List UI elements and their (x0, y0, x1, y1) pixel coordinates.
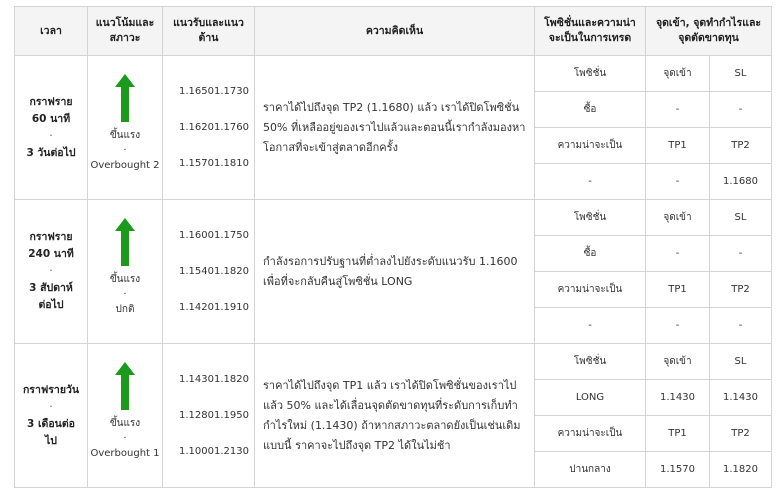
header-entry: จุดเข้า, จุดทำกำไรและ จุดตัดขาดทุน (646, 7, 772, 56)
support-level: 1.1000 (179, 446, 214, 457)
level-pair (163, 290, 254, 326)
resistance-level: 1.1810 (214, 158, 249, 169)
up-arrow-icon (115, 74, 135, 122)
table-row (15, 56, 772, 92)
grid-cell: TP1 (646, 416, 710, 452)
grid-cell: ซื้อ (535, 236, 646, 272)
separator-dot: · (49, 265, 53, 277)
timeframe-cell (15, 200, 88, 344)
level-pair (163, 110, 254, 146)
grid-cell: TP2 (710, 272, 772, 308)
table-row (15, 200, 772, 236)
level-pair (163, 146, 254, 182)
levels-cell (163, 344, 255, 488)
grid-cell: - (646, 308, 710, 344)
separator-dot: · (123, 145, 127, 156)
grid-cell: จุดเข้า (646, 56, 710, 92)
trend-cell (88, 200, 163, 344)
grid-cell: SL (710, 200, 772, 236)
horizon-label: 3 เดือนต่อ ไป (27, 417, 75, 447)
grid-cell: ความน่าจะเป็น (535, 128, 646, 164)
grid-cell: ความน่าจะเป็น (535, 416, 646, 452)
table-row (15, 344, 772, 380)
level-pair (163, 254, 254, 290)
grid-cell: 1.1570 (646, 452, 710, 488)
levels-cell (163, 200, 255, 344)
support-level: 1.1600 (179, 230, 214, 241)
resistance-level: 1.1910 (214, 302, 249, 313)
grid-cell: TP1 (646, 128, 710, 164)
grid-cell: SL (710, 56, 772, 92)
grid-cell: - (535, 308, 646, 344)
grid-cell: ความน่าจะเป็น (535, 272, 646, 308)
resistance-level: 1.1820 (214, 266, 249, 277)
condition-label: Overbought 1 (90, 448, 160, 459)
timeframe-label: กราฟราย (29, 231, 73, 243)
grid-cell: TP2 (710, 128, 772, 164)
grid-cell: - (710, 236, 772, 272)
level-pair (163, 398, 254, 434)
support-level: 1.1420 (179, 302, 214, 313)
support-level: 1.1540 (179, 266, 214, 277)
level-pair (163, 434, 254, 470)
grid-cell: จุดเข้า (646, 200, 710, 236)
timeframe-period: 240 นาที (28, 248, 74, 260)
grid-cell: TP1 (646, 272, 710, 308)
grid-cell: - (710, 92, 772, 128)
grid-cell: 1.1430 (710, 380, 772, 416)
comment-cell: ราคาได้ไปถึงจุด TP1 แล้ว เราได้ปิดโพซิชั่นของเราไปแล้ว 50% และได้เลื่อนจุดตัดขาดทุนที่ระดับการเก็บทำกำไรใหม่ (1.1430) ถ้าหากสภาวะตลาดยังเป็นเช่นเดิมแบบนี้ ราคาจะไปถึงจุด TP2 ได้ในไม่ช้า (255, 344, 535, 488)
header-position: โพซิชั่นและความน่า จะเป็นในการเทรด (535, 7, 646, 56)
support-level: 1.1570 (179, 158, 214, 169)
condition-label: ปกติ (115, 304, 135, 315)
grid-cell: SL (710, 344, 772, 380)
separator-dot: · (49, 400, 53, 413)
trade-table (14, 6, 772, 488)
up-arrow-icon (115, 218, 135, 266)
grid-cell: - (646, 164, 710, 200)
header-comment: ความคิดเห็น (255, 7, 535, 56)
grid-cell: โพซิชั่น (535, 344, 646, 380)
resistance-level: 1.1760 (214, 122, 249, 133)
grid-cell: - (710, 308, 772, 344)
grid-cell: 1.1430 (646, 380, 710, 416)
support-level: 1.1650 (179, 86, 214, 97)
grid-cell: โพซิชั่น (535, 56, 646, 92)
resistance-level: 1.1730 (214, 86, 249, 97)
timeframe-period: 60 นาที (31, 112, 71, 125)
up-arrow-icon (115, 362, 135, 410)
grid-cell: TP2 (710, 416, 772, 452)
level-pair (163, 218, 254, 254)
trend-label: ขึ้นแรง (109, 130, 141, 141)
grid-cell: จุดเข้า (646, 344, 710, 380)
levels-cell (163, 56, 255, 200)
resistance-level: 1.1820 (214, 374, 249, 385)
grid-cell: โพซิชั่น (535, 200, 646, 236)
horizon-label: 3 วันต่อไป (26, 146, 76, 159)
resistance-level: 1.2130 (214, 446, 249, 457)
timeframe-cell (15, 344, 88, 488)
support-level: 1.1430 (179, 374, 214, 385)
resistance-level: 1.1750 (214, 230, 249, 241)
timeframe-label: กราฟราย (29, 95, 73, 108)
comment-cell: ราคาได้ไปถึงจุด TP2 (1.1680) แล้ว เราได้ปิดโพซิชั่น 50% ที่เหลืออยู่ของเราไปแล้วและตอนนี้เรากำลังมองหาโอกาสที่จะเข้าสู่ตลาดอีกครั้ง (255, 56, 535, 200)
support-level: 1.1620 (179, 122, 214, 133)
separator-dot: · (123, 433, 127, 444)
header-time: เวลา (15, 7, 88, 56)
grid-cell: - (535, 164, 646, 200)
header-trend: แนวโน้มและ สภาวะ (88, 7, 163, 56)
separator-dot: · (123, 289, 127, 300)
trend-cell (88, 344, 163, 488)
grid-cell: ปานกลาง (535, 452, 646, 488)
separator-dot: · (49, 129, 53, 142)
grid-cell: ซื้อ (535, 92, 646, 128)
level-pair (163, 74, 254, 110)
level-pair (163, 362, 254, 398)
grid-cell: 1.1820 (710, 452, 772, 488)
resistance-level: 1.1950 (214, 410, 249, 421)
support-level: 1.1280 (179, 410, 214, 421)
trend-label: ขึ้นแรง (109, 418, 141, 429)
condition-label: Overbought 2 (90, 160, 160, 171)
grid-cell: LONG (535, 380, 646, 416)
trend-label: ขึ้นแรง (109, 274, 141, 285)
header-levels: แนวรับและแนว ต้าน (163, 7, 255, 56)
comment-cell: กำลังรอการปรับฐานที่ต่ำลงไปยังระดับแนวรับ 1.1600 เพื่อที่จะกลับคืนสู่โพซิชั่น LONG (255, 200, 535, 344)
timeframe-cell (15, 56, 88, 200)
timeframe-label: กราฟรายวัน (22, 383, 80, 396)
grid-cell: - (646, 236, 710, 272)
grid-cell: - (646, 92, 710, 128)
horizon-label: 3 สัปดาห์ ต่อไป (29, 282, 73, 311)
trend-cell (88, 56, 163, 200)
grid-cell: 1.1680 (710, 164, 772, 200)
